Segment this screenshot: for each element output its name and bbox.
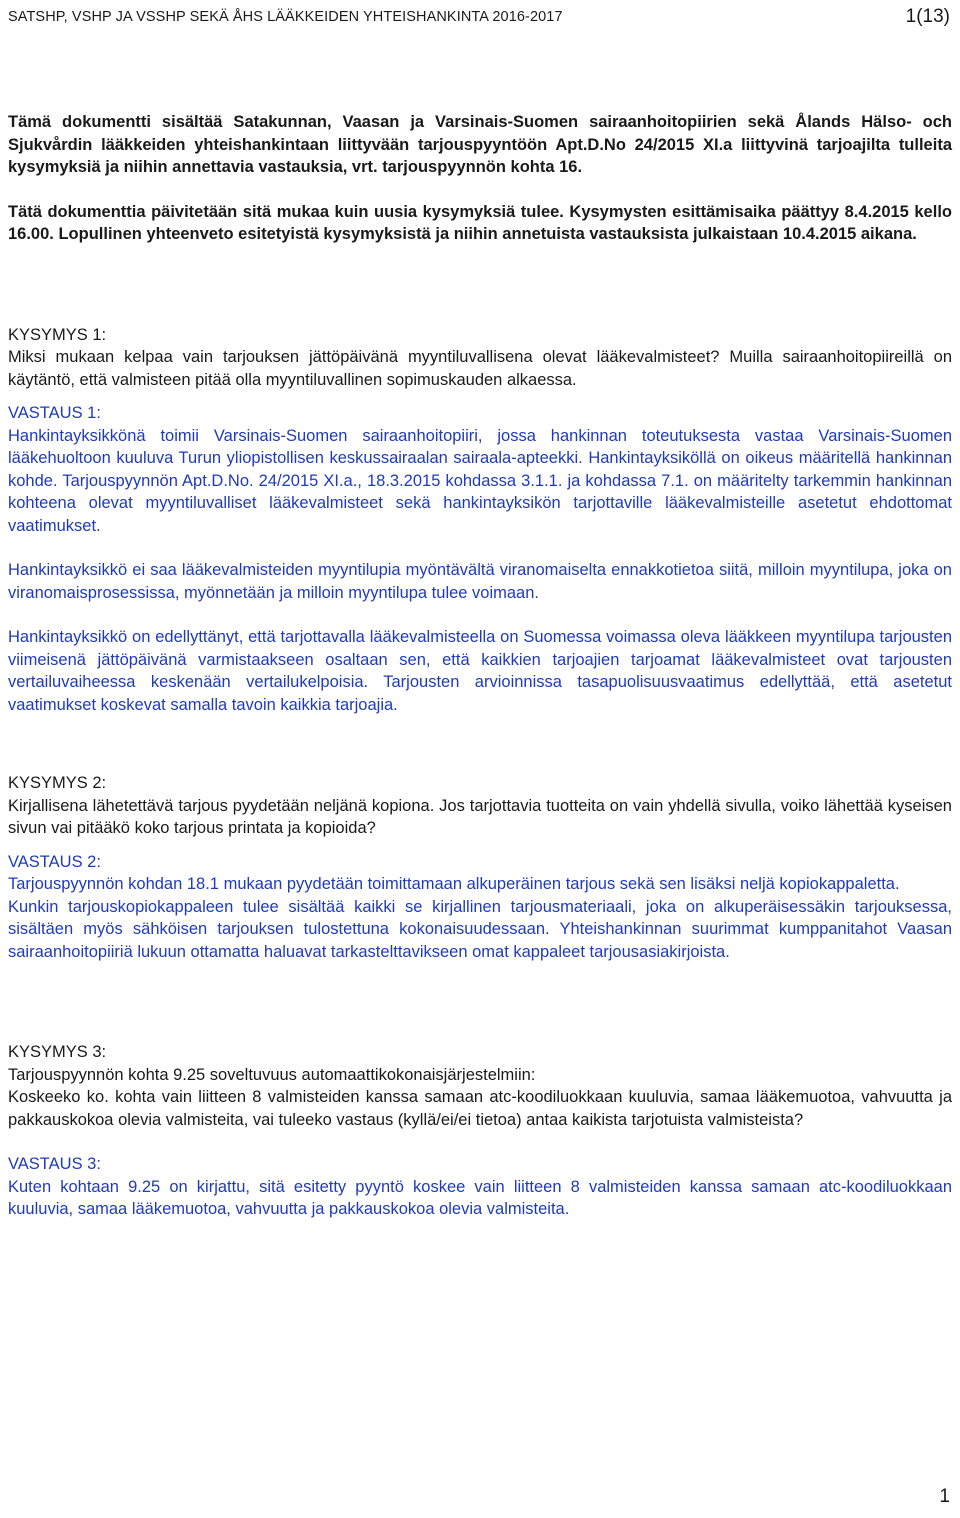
page-indicator: 1(13) <box>905 6 950 27</box>
document-body <box>8 111 952 1221</box>
question-3-text-2: Koskeeko ko. kohta vain liitteen 8 valmisteiden kanssa samaan atc-koodiluokkaan kuuluvia, samaa lääkemuotoa, vahvuutta ja pakkauskokoa olevia valmisteita, vai tuleeko vastaus (kyllä/ei/ei tietoa) antaa kaikista tarjotuista valmisteista? <box>8 1088 952 1129</box>
answer-1-paragraph-1: Hankintayksikkönä toimii Varsinais-Suomen sairaanhoitopiiri, jossa hankinnan toteutuksesta vastaa Varsinais-Suomen lääkehuoltoon kuuluva Turun yliopistollisen keskussairaalan sairaala-apteekki. Hankintayksiköllä on oikeus määritellä hankinnan kohde. Tarjouspyynnön Apt.D.No. 24/2015 XI.a., 18.3.2015 kohdassa 3.1.1. ja kohdassa 7.1. on määritelty tarkemmin hankinnan kohteena olevat myyntiluvalliset lääkevalmisteet sekä hankintayksikön tarjottaville lääkevalmisteille asetetut ehdottomat vaatimukset. <box>8 426 952 535</box>
intro-paragraph-1: Tämä dokumentti sisältää Satakunnan, Vaasan ja Varsinais-Suomen sairaanhoitopiirien sekä Ålands Hälso- och Sjukvårdin lääkkeiden yhteishankintaan liittyvään tarjouspyyntöön Apt.D.No 24/2015 XI.a liittyvinä tarjoajilta tulleita kysymyksiä ja niihin annettavia vastauksia, vrt. tarjouspyynnön kohta 16. <box>8 113 952 176</box>
answer-3-paragraph-1: Kuten kohtaan 9.25 on kirjattu, sitä esitetty pyyntö koskee vain liitteen 8 valmisteiden kanssa samaan atc-koodiluokkaan kuuluvia, samaa lääkemuotoa, vahvuutta ja pakkauskokoa olevia valmisteita. <box>8 1177 952 1218</box>
answer-3-heading: VASTAUS 3: <box>8 1155 101 1173</box>
question-3-text-1: Tarjouspyynnön kohta 9.25 soveltuvuus automaattikokonaisjärjestelmiin: <box>8 1065 536 1084</box>
answer-2-paragraph-1: Tarjouspyynnön kohdan 18.1 mukaan pyydetään toimittamaan alkuperäinen tarjous sekä sen lisäksi neljä kopiokappaletta. <box>8 875 900 893</box>
answer-2-heading: VASTAUS 2: <box>8 852 101 871</box>
question-1-section <box>8 324 952 717</box>
question-1-text: Miksi mukaan kelpaa vain tarjouksen jättöpäivänä myyntiluvallisena olevat lääkevalmisteet? Muilla sairaanhoitopiireillä on käytäntö, että valmisteen pitää olla myyntiluvallinen sopimuskauden alkaessa. <box>8 348 952 389</box>
answer-2-paragraph-2: Kunkin tarjouskopiokappaleen tulee sisältää kaikki se kirjallinen tarjousmateriaali, joka on alkuperäisessäkin tarjouksessa, sisältäen myös sähköisen tarjouksen tulostettuna kokonaisuudessaan. Yhteishankinnan suurimmat kumppanitahot Vaasan sairaanhoitopiiriä lukuun ottamatta haluavat tarkastelttavikseen omat kappaleet tarjousasiakirjoista. <box>8 897 952 961</box>
document-header-title: SATSHP, VSHP JA VSSHP SEKÄ ÅHS LÄÄKKEIDEN YHTEISHANKINTA 2016-2017 <box>8 9 563 25</box>
page-number: 1 <box>939 1486 950 1507</box>
question-1-heading: KYSYMYS 1: <box>8 325 107 344</box>
question-2-text: Kirjallisena lähetettävä tarjous pyydetään neljänä kopiona. Jos tarjottavia tuotteita on vain yhdellä sivulla, voiko lähettää kyseisen sivun vai pitääkö koko tarjous printata ja kopioida? <box>8 796 952 837</box>
answer-1-paragraph-3: Hankintayksikkö on edellyttänyt, että tarjottavalla lääkevalmisteella on Suomessa voimassa oleva lääkkeen myyntilupa tarjousten viimeisenä jättöpäivänä varmistaakseen osaltaan sen, että kaikkien tarjoajien tarjoamat lääkevalmisteet ovat tarjousten vertailuvaiheessa keskenään vertailukelpoisia. Tarjousten arvioinnissa tasapuolisuusvaatimus edellyttää, että asetetut vaatimukset koskevat samalla tavoin kaikkia tarjoajia. <box>8 628 952 714</box>
question-2-heading: KYSYMYS 2: <box>8 774 107 792</box>
intro-paragraph-2: Tätä dokumenttia päivitetään sitä mukaa kuin uusia kysymyksiä tulee. Kysymysten esittämisaika päättyy 8.4.2015 kello 16.00. Lopullinen yhteenveto esitetyistä kysymyksistä ja niihin annetuista vastauksista julkaistaan 10.4.2015 aikana. <box>8 202 952 243</box>
answer-1-paragraph-2: Hankintayksikkö ei saa lääkevalmisteiden myyntilupia myöntävältä viranomaiselta ennakkotietoa siitä, milloin myyntilupa, joka on viranomaisprosessissa, myönnetään ja milloin myyntilupa tulee voimaan. <box>8 561 952 602</box>
question-3-section <box>8 1041 952 1221</box>
answer-1-heading: VASTAUS 1: <box>8 404 101 422</box>
question-3-heading: KYSYMYS 3: <box>8 1043 107 1061</box>
question-2-section <box>8 772 952 963</box>
